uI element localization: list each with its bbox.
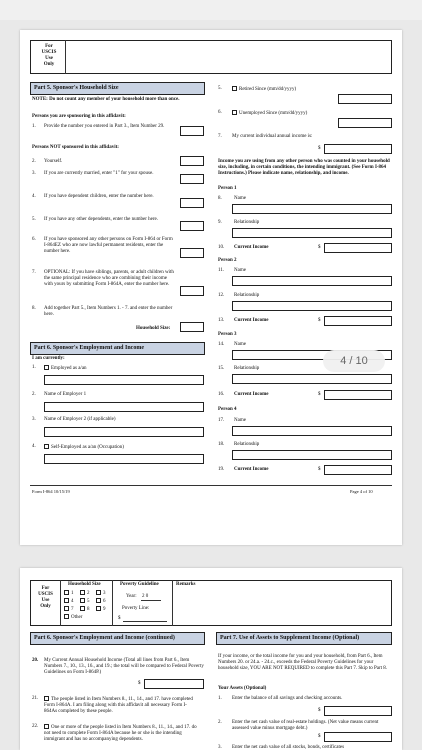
dollar-sign: $ bbox=[318, 734, 321, 739]
person1-income-label: Current Income bbox=[234, 245, 269, 250]
dollar-sign: $ bbox=[318, 392, 321, 397]
item-number: 15. bbox=[218, 366, 225, 371]
form-page-5 bbox=[20, 568, 402, 750]
self-employed-checkbox-label[interactable] bbox=[44, 444, 124, 451]
person4-heading: Person 4 bbox=[218, 407, 237, 412]
item-number: 16. bbox=[218, 392, 225, 397]
person2-relationship-input[interactable] bbox=[232, 301, 392, 311]
hs-option-3[interactable] bbox=[96, 590, 106, 597]
item3-input[interactable] bbox=[180, 174, 204, 184]
hs-num: 1 bbox=[71, 591, 74, 596]
item-number: 17. bbox=[218, 418, 225, 423]
item-number: 13. bbox=[218, 318, 225, 323]
person2-income-input[interactable] bbox=[324, 316, 392, 326]
hs-checkbox[interactable] bbox=[96, 598, 101, 603]
item7-input[interactable] bbox=[180, 286, 204, 296]
item20-label: My Current Annual Household Income (Total all lines from Part 6., Item Numbers 7., 10., 13., 16., and 19.; the total will be compared to Federal Poverty Guidelines on Form I-864P.) bbox=[44, 658, 204, 675]
item-number: 1. bbox=[218, 696, 222, 701]
item5-label: If you have any other dependents, enter the number here. bbox=[44, 217, 158, 222]
person4-name-label: Name bbox=[234, 418, 246, 423]
person2-name-input[interactable] bbox=[232, 276, 392, 286]
dollar-sign: $ bbox=[118, 616, 121, 621]
uscis-label: For USCIS Use Only bbox=[38, 586, 53, 609]
item-number: 2. bbox=[32, 392, 36, 397]
item1-label: Provide the number you entered in Part 3., Item Number 29. bbox=[44, 124, 165, 129]
self-employed-text: Self-Employed as a/an (Occupation) bbox=[51, 445, 124, 450]
item-number: 4. bbox=[32, 444, 36, 449]
dollar-sign: $ bbox=[318, 146, 321, 151]
dollar-sign: $ bbox=[318, 708, 321, 713]
person3-income-label: Current Income bbox=[234, 392, 269, 397]
form-footer-left: Form I-864 10/15/19 bbox=[32, 489, 70, 494]
asset3-label: Enter the net cash value of all stocks, bonds, certificates bbox=[232, 745, 345, 750]
household-income-input[interactable] bbox=[144, 679, 204, 689]
asset1-label: Enter the balance of all savings and checking accounts. bbox=[232, 696, 343, 701]
hs-option-2[interactable] bbox=[80, 590, 90, 597]
item2-label: Yourself. bbox=[44, 159, 63, 164]
item-number: 8. bbox=[218, 196, 222, 201]
hs-option-6[interactable] bbox=[96, 598, 106, 605]
page-indicator: 4 / 10 bbox=[323, 350, 385, 372]
form-footer-right: Page 4 of 10 bbox=[350, 489, 373, 494]
item4-input[interactable] bbox=[180, 198, 204, 208]
not-sponsored-heading: Persons NOT sponsored in this affidavit: bbox=[32, 145, 119, 150]
year-label: Year: bbox=[126, 594, 137, 599]
hs-option-9[interactable] bbox=[96, 606, 106, 613]
employed-checkbox-label[interactable] bbox=[44, 365, 87, 372]
item4-label: If you have dependent children, enter the number here. bbox=[44, 194, 154, 199]
employer2-label: Name of Employer 2 (if applicable) bbox=[44, 417, 116, 422]
item-number: 1. bbox=[32, 365, 36, 370]
item-number: 21. bbox=[32, 696, 39, 701]
hs-num: 2 bbox=[87, 591, 90, 596]
item22-checkbox[interactable] bbox=[44, 724, 49, 729]
item-number: 19. bbox=[218, 467, 225, 472]
pg-divider bbox=[172, 580, 173, 626]
part7-header: Part 7. Use of Assets to Supplement Income (Optional) bbox=[216, 632, 392, 645]
hs-option-other[interactable] bbox=[64, 614, 82, 621]
hs-option-1[interactable] bbox=[64, 590, 74, 597]
retired-checkbox[interactable] bbox=[232, 86, 237, 91]
person3-relationship-input[interactable] bbox=[232, 374, 392, 384]
part6-header: Part 6. Sponsor's Employment and Income bbox=[30, 342, 205, 355]
household-size-heading: Household Size bbox=[68, 582, 101, 587]
retired-checkbox-label[interactable] bbox=[232, 86, 296, 93]
hs-num: 3 bbox=[103, 591, 106, 596]
item-number: 2. bbox=[32, 159, 36, 164]
item-number: 20. bbox=[32, 658, 39, 663]
hs-num: 9 bbox=[103, 607, 106, 612]
hs-num: 7 bbox=[71, 607, 74, 612]
item-number: 12. bbox=[218, 293, 225, 298]
item21-text: The people listed in Item Numbers 8., 11., 14., and 17. have completed Form I-864A. I am filing along with this affidavit all necessary Form I-864As completed by these people. bbox=[44, 697, 193, 714]
poverty-line-underline bbox=[123, 621, 167, 622]
employer1-input[interactable] bbox=[44, 402, 204, 412]
person3-name-label: Name bbox=[234, 342, 246, 347]
person3-relationship-label: Relationship bbox=[234, 366, 260, 371]
item-number: 2. bbox=[218, 720, 222, 725]
annual-income-label: My current individual annual income is: bbox=[232, 134, 313, 139]
person1-name-label: Name bbox=[234, 196, 246, 201]
item-number: 3. bbox=[32, 417, 36, 422]
hs-checkbox[interactable] bbox=[80, 590, 85, 595]
dollar-sign: $ bbox=[138, 681, 141, 686]
item-number: 22. bbox=[32, 724, 39, 729]
form-page-4 bbox=[20, 30, 402, 545]
year-value[interactable]: 2 0 bbox=[142, 594, 149, 599]
item22-label[interactable] bbox=[44, 724, 198, 743]
person4-income-label: Current Income bbox=[234, 467, 269, 472]
employed-as-input[interactable] bbox=[44, 375, 204, 385]
item-number: 7. bbox=[32, 270, 36, 275]
employed-text: Employed as a/an bbox=[51, 366, 87, 371]
item1-input[interactable] bbox=[180, 126, 204, 136]
dollar-sign: $ bbox=[318, 245, 321, 250]
poverty-line-label: Poverty Line: bbox=[122, 606, 150, 611]
hs-option-5[interactable] bbox=[80, 598, 90, 605]
item7-label: OPTIONAL: If you have siblings, parents, or adult children with the same principal residence who are combining their income with yours by submitting Form I-864A, enter the number here. bbox=[44, 270, 174, 287]
household-size-input[interactable] bbox=[180, 322, 204, 332]
item-number: 7. bbox=[218, 134, 222, 139]
item21-label[interactable] bbox=[44, 696, 198, 715]
person1-income-input[interactable] bbox=[324, 243, 392, 253]
item2-input[interactable] bbox=[180, 156, 204, 166]
item-number: 14. bbox=[218, 342, 225, 347]
document-viewer[interactable] bbox=[0, 20, 422, 750]
hs-option-7[interactable] bbox=[64, 606, 74, 613]
unemployed-since-input[interactable] bbox=[338, 118, 392, 128]
sponsoring-heading: Persons you are sponsoring in this affidavit: bbox=[32, 114, 126, 119]
hs-num: Other bbox=[71, 615, 83, 620]
person4-income-input[interactable] bbox=[324, 465, 392, 475]
item-number: 6. bbox=[218, 110, 222, 115]
remarks-heading: Remarks bbox=[176, 582, 196, 587]
employed-checkbox[interactable] bbox=[44, 365, 49, 370]
item-number: 18. bbox=[218, 442, 225, 447]
dollar-sign: $ bbox=[318, 318, 321, 323]
item3-label: If you are currently married, enter "1" for your spouse. bbox=[44, 171, 154, 176]
hs-checkbox[interactable] bbox=[96, 606, 101, 611]
income-intro: Income you are using from any other person who was counted in your household size, including, in certain conditions, the intending immigrant. (See Form I-864 Instructions.) Please indicate name, relationship, and income. bbox=[218, 159, 390, 176]
person2-relationship-label: Relationship bbox=[234, 293, 260, 298]
person4-relationship-label: Relationship bbox=[234, 442, 260, 447]
uscis-divider bbox=[60, 580, 61, 626]
self-employed-input[interactable] bbox=[44, 454, 204, 464]
asset1-input[interactable] bbox=[324, 706, 392, 716]
hs-checkbox[interactable] bbox=[64, 606, 69, 611]
hs-option-4[interactable] bbox=[64, 598, 74, 605]
hs-option-8[interactable] bbox=[80, 606, 90, 613]
item6-label: If you have sponsored any other persons on Form I-864 or Form I-864EZ who are now lawful permanent residents, enter the number here. bbox=[44, 237, 173, 254]
person2-heading: Person 2 bbox=[218, 258, 237, 263]
person4-relationship-input[interactable] bbox=[232, 450, 392, 460]
person2-name-label: Name bbox=[234, 268, 246, 273]
uscis-divider bbox=[65, 40, 66, 74]
item-number: 1. bbox=[32, 124, 36, 129]
person1-heading: Person 1 bbox=[218, 186, 237, 191]
person1-relationship-input[interactable] bbox=[232, 228, 392, 238]
retired-since-input[interactable] bbox=[338, 94, 392, 104]
person3-heading: Person 3 bbox=[218, 332, 237, 337]
dollar-sign: $ bbox=[318, 467, 321, 472]
retired-text: Retired Since (mm/dd/yyyy) bbox=[239, 87, 297, 92]
employer2-input[interactable] bbox=[44, 427, 204, 437]
household-size-label: Household Size: bbox=[136, 326, 171, 331]
year-underline bbox=[141, 600, 161, 601]
part5-header: Part 5. Sponsor's Household Size bbox=[30, 82, 205, 95]
item-number: 9. bbox=[218, 220, 222, 225]
item8-label: Add together Part 5., Item Numbers 1. - 7. and enter the number here. bbox=[44, 306, 173, 317]
hs-num: 6 bbox=[103, 599, 106, 604]
item-number: 3. bbox=[218, 745, 222, 750]
item-number: 6. bbox=[32, 237, 36, 242]
currently-label: I am currently: bbox=[32, 356, 65, 361]
unemployed-text: Unemployed Since (mm/dd/yyyy) bbox=[239, 111, 308, 116]
hs-checkbox[interactable] bbox=[80, 598, 85, 603]
hs-num: 4 bbox=[71, 599, 74, 604]
uscis-label: For USCIS Use Only bbox=[41, 44, 57, 67]
hs-checkbox[interactable] bbox=[64, 598, 69, 603]
item-number: 8. bbox=[32, 306, 36, 311]
hs-checkbox[interactable] bbox=[64, 590, 69, 595]
employer1-label: Name of Employer 1 bbox=[44, 392, 87, 397]
item-number: 4. bbox=[32, 194, 36, 199]
item21-checkbox[interactable] bbox=[44, 696, 49, 701]
self-employed-checkbox[interactable] bbox=[44, 444, 49, 449]
unemployed-checkbox[interactable] bbox=[232, 110, 237, 115]
hs-divider bbox=[112, 580, 113, 626]
item5-input[interactable] bbox=[180, 221, 204, 231]
poverty-guideline-heading: Poverty Guideline bbox=[120, 582, 159, 587]
unemployed-checkbox-label[interactable] bbox=[232, 110, 307, 117]
assets-heading: Your Assets (Optional) bbox=[218, 686, 267, 691]
hs-num: 8 bbox=[87, 607, 90, 612]
status-bar bbox=[0, 0, 422, 20]
item-number: 5. bbox=[32, 217, 36, 222]
part7-intro: If your income, or the total income for you and your household, from Part 6., Item Numbers 20. or 24.a. - 24.c., exceeds the Federal Poverty Guidelines for your household size, YOU ARE NOT REQUIRED to complete this Part 7. Skip to Part 8. bbox=[218, 654, 388, 671]
item6-input[interactable] bbox=[180, 248, 204, 258]
item-number: 5. bbox=[218, 86, 222, 91]
item-number: 3. bbox=[32, 171, 36, 176]
footer-rule bbox=[30, 485, 392, 486]
part5-note: NOTE: Do not count any member of your household more than once. bbox=[32, 97, 180, 102]
asset2-input[interactable] bbox=[324, 732, 392, 742]
item-number: 10. bbox=[218, 245, 225, 250]
uscis-use-box bbox=[30, 40, 392, 74]
part6-continued-header: Part 6. Sponsor's Employment and Income (continued) bbox=[30, 632, 205, 645]
person1-name-input[interactable] bbox=[232, 204, 392, 214]
hs-checkbox[interactable] bbox=[64, 614, 69, 619]
person1-relationship-label: Relationship bbox=[234, 220, 260, 225]
person2-income-label: Current Income bbox=[234, 318, 269, 323]
hs-num: 5 bbox=[87, 599, 90, 604]
item-number: 11. bbox=[218, 268, 225, 273]
item22-text: One or more of the people listed in Item Numbers 8., 11., 14., and 17. do not need to complete Form I-864A because he or she is the intending immigrant and has no accompanying dependents. bbox=[44, 725, 197, 742]
annual-income-input[interactable] bbox=[324, 144, 392, 154]
person3-income-input[interactable] bbox=[324, 390, 392, 400]
hs-checkbox[interactable] bbox=[96, 590, 101, 595]
asset2-label: Enter the net cash value of real-estate holdings. (Net value means current assessed value minus mortgage debt.) bbox=[232, 720, 379, 731]
person4-name-input[interactable] bbox=[232, 426, 392, 436]
hs-checkbox[interactable] bbox=[80, 606, 85, 611]
